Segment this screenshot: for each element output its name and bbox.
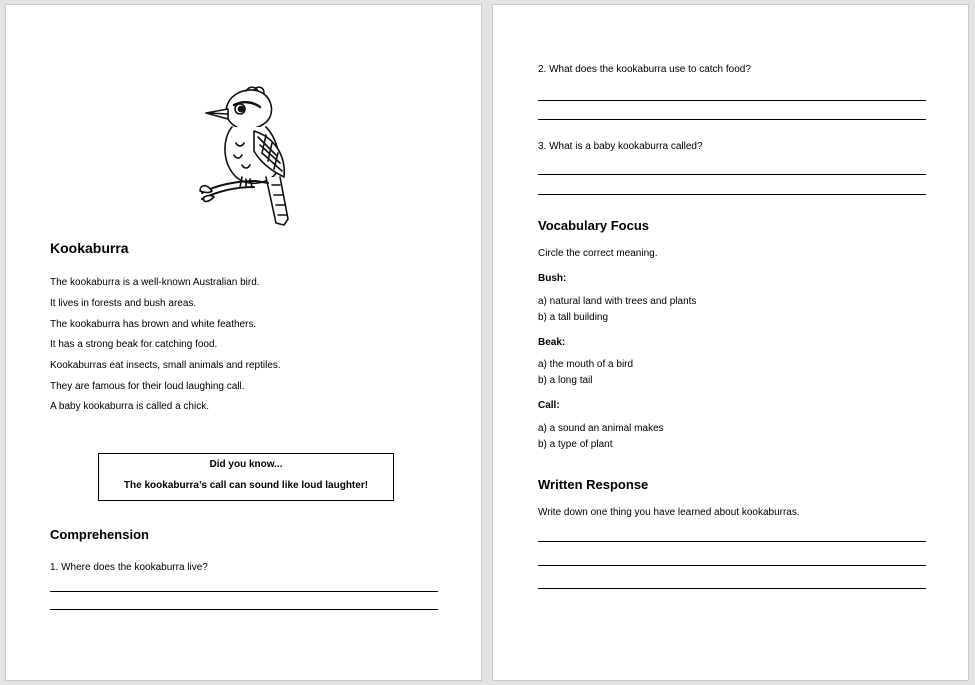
fact-line: Kookaburras eat insects, small animals and reptiles. [50,360,281,371]
answer-line [538,541,926,542]
did-you-know-heading: Did you know... [209,459,283,470]
fact-line: The kookaburra has brown and white feathers. [50,319,257,330]
vocab-option: b) a tall building [538,312,609,323]
fact-line: It lives in forests and bush areas. [50,298,197,309]
comprehension-heading: Comprehension [50,527,149,542]
vocab-option: a) the mouth of a bird [538,359,634,370]
did-you-know-text: The kookaburra’s call can sound like loud laughter! [123,480,369,491]
vocab-term: Beak: [538,337,566,348]
kookaburra-illustration [196,73,300,233]
question-2: 2. What does the kookaburra use to catch food? [538,64,751,75]
vocabulary-heading: Vocabulary Focus [538,218,650,233]
vocab-option: b) a type of plant [538,439,613,450]
answer-line [50,609,438,610]
question-3: 3. What is a baby kookaburra called? [538,141,703,152]
question-1: 1. Where does the kookaburra live? [50,562,208,573]
page-title: Kookaburra [50,240,129,256]
worksheet-page-1 [5,4,482,681]
vocabulary-instruction: Circle the correct meaning. [538,248,658,259]
fact-line: A baby kookaburra is called a chick. [50,401,209,412]
fact-line: The kookaburra is a well-known Australian bird. [50,277,260,288]
vocab-option: a) natural land with trees and plants [538,296,697,307]
fact-line: They are famous for their loud laughing call. [50,381,245,392]
written-response-prompt: Write down one thing you have learned about kookaburras. [538,507,800,518]
did-you-know-box [98,453,394,501]
vocab-option: a) a sound an animal makes [538,423,664,434]
answer-line [50,591,438,592]
answer-line [538,588,926,589]
answer-line [538,174,926,175]
vocab-term: Bush: [538,273,567,284]
fact-line: It has a strong beak for catching food. [50,339,218,350]
answer-line [538,100,926,101]
worksheet-page-2 [492,4,969,681]
answer-line [538,119,926,120]
answer-line [538,565,926,566]
vocab-option: b) a long tail [538,375,593,386]
vocab-term: Call: [538,400,560,411]
answer-line [538,194,926,195]
written-response-heading: Written Response [538,477,649,492]
